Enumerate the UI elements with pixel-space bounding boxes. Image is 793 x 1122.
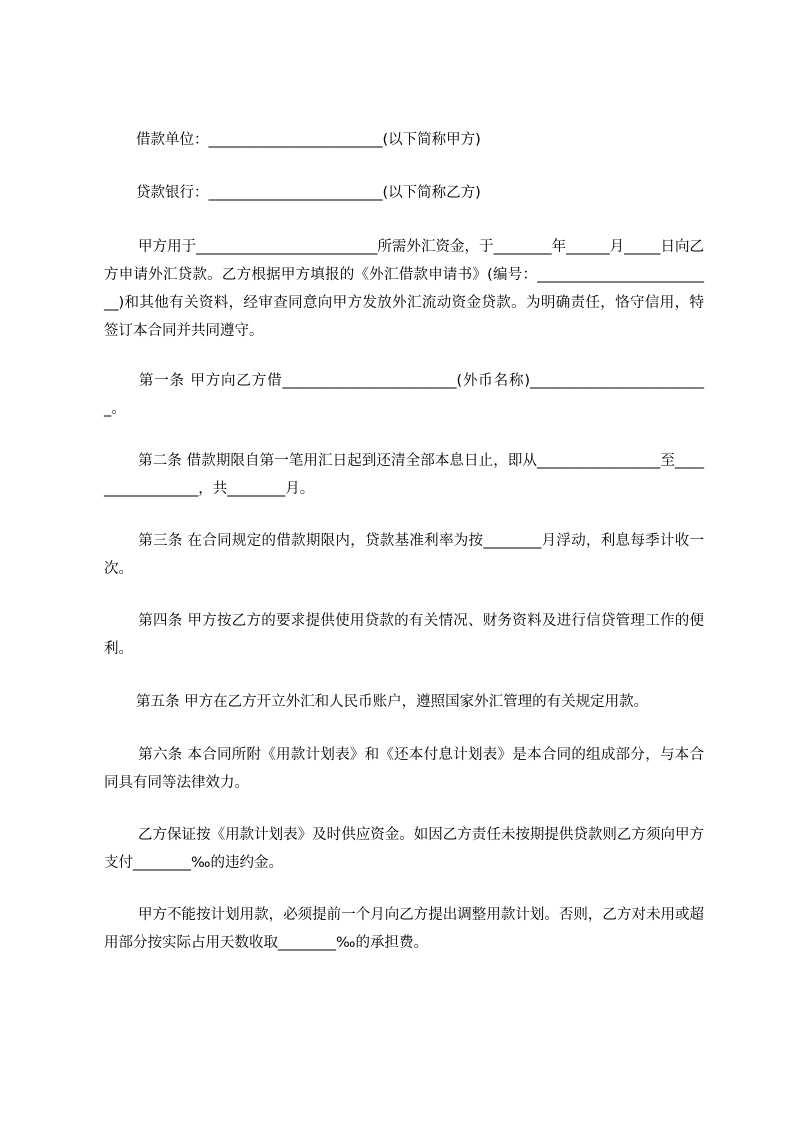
article-6-paragraph [104, 741, 704, 797]
article-6-adjust-paragraph [104, 901, 704, 957]
article-2-text: 第二条 借款期限自第一笔用汇日起到还清全部本息日止，即从_________________至_________________，共________月。 [104, 453, 704, 497]
article-2-paragraph [104, 447, 704, 503]
lender-line-text: 贷款银行：________________________(以下简称乙方) [136, 185, 481, 201]
article-6-supply-text: 乙方保证按《用款计划表》及时供应资金。如因乙方责任未按期提供贷款则乙方须向甲方支付________‰的违约金。 [104, 827, 704, 871]
borrower-line-text: 借款单位：________________________(以下简称甲方) [136, 132, 481, 148]
article-1-paragraph [104, 367, 704, 423]
preamble-paragraph [104, 233, 704, 345]
article-5-paragraph [104, 688, 704, 716]
article-6-adjust-text: 甲方不能按计划用款，必须提前一个月向乙方提出调整用款计划。否则，乙方对未用或超用部分按实际占用天数收取________‰的承担费。 [104, 907, 704, 951]
article-6-text: 第六条 本合同所附《用款计划表》和《还本付息计划表》是本合同的组成部分，与本合同具有同等法律效力。 [104, 747, 704, 791]
article-3-paragraph [104, 527, 704, 583]
article-6-supply-paragraph [104, 821, 704, 877]
borrower-line [104, 126, 704, 154]
lender-line [104, 179, 704, 207]
article-1-text: 第一条 甲方向乙方借________________________(外币名称)_________________________。 [104, 373, 704, 417]
preamble-text: 甲方用于_________________________所需外汇资金，于________年______月_____日向乙方申请外汇贷款。乙方根据甲方填报的《外汇借款申请书》(编号：_________________________)和其他有关资料，经审查同意向甲方发放外汇流动资金贷款。为明确责任，恪守信用，特签订本合同并共同遵守。 [104, 239, 704, 339]
article-3-text: 第三条 在合同规定的借款期限内，贷款基准利率为按________月浮动，利息每季计收一次。 [104, 533, 704, 577]
article-5-text: 第五条 甲方在乙方开立外汇和人民币账户，遵照国家外汇管理的有关规定用款。 [136, 694, 649, 710]
article-4-paragraph [104, 607, 704, 663]
article-4-text: 第四条 甲方按乙方的要求提供使用贷款的有关情况、财务资料及进行信贷管理工作的便利。 [104, 613, 704, 657]
